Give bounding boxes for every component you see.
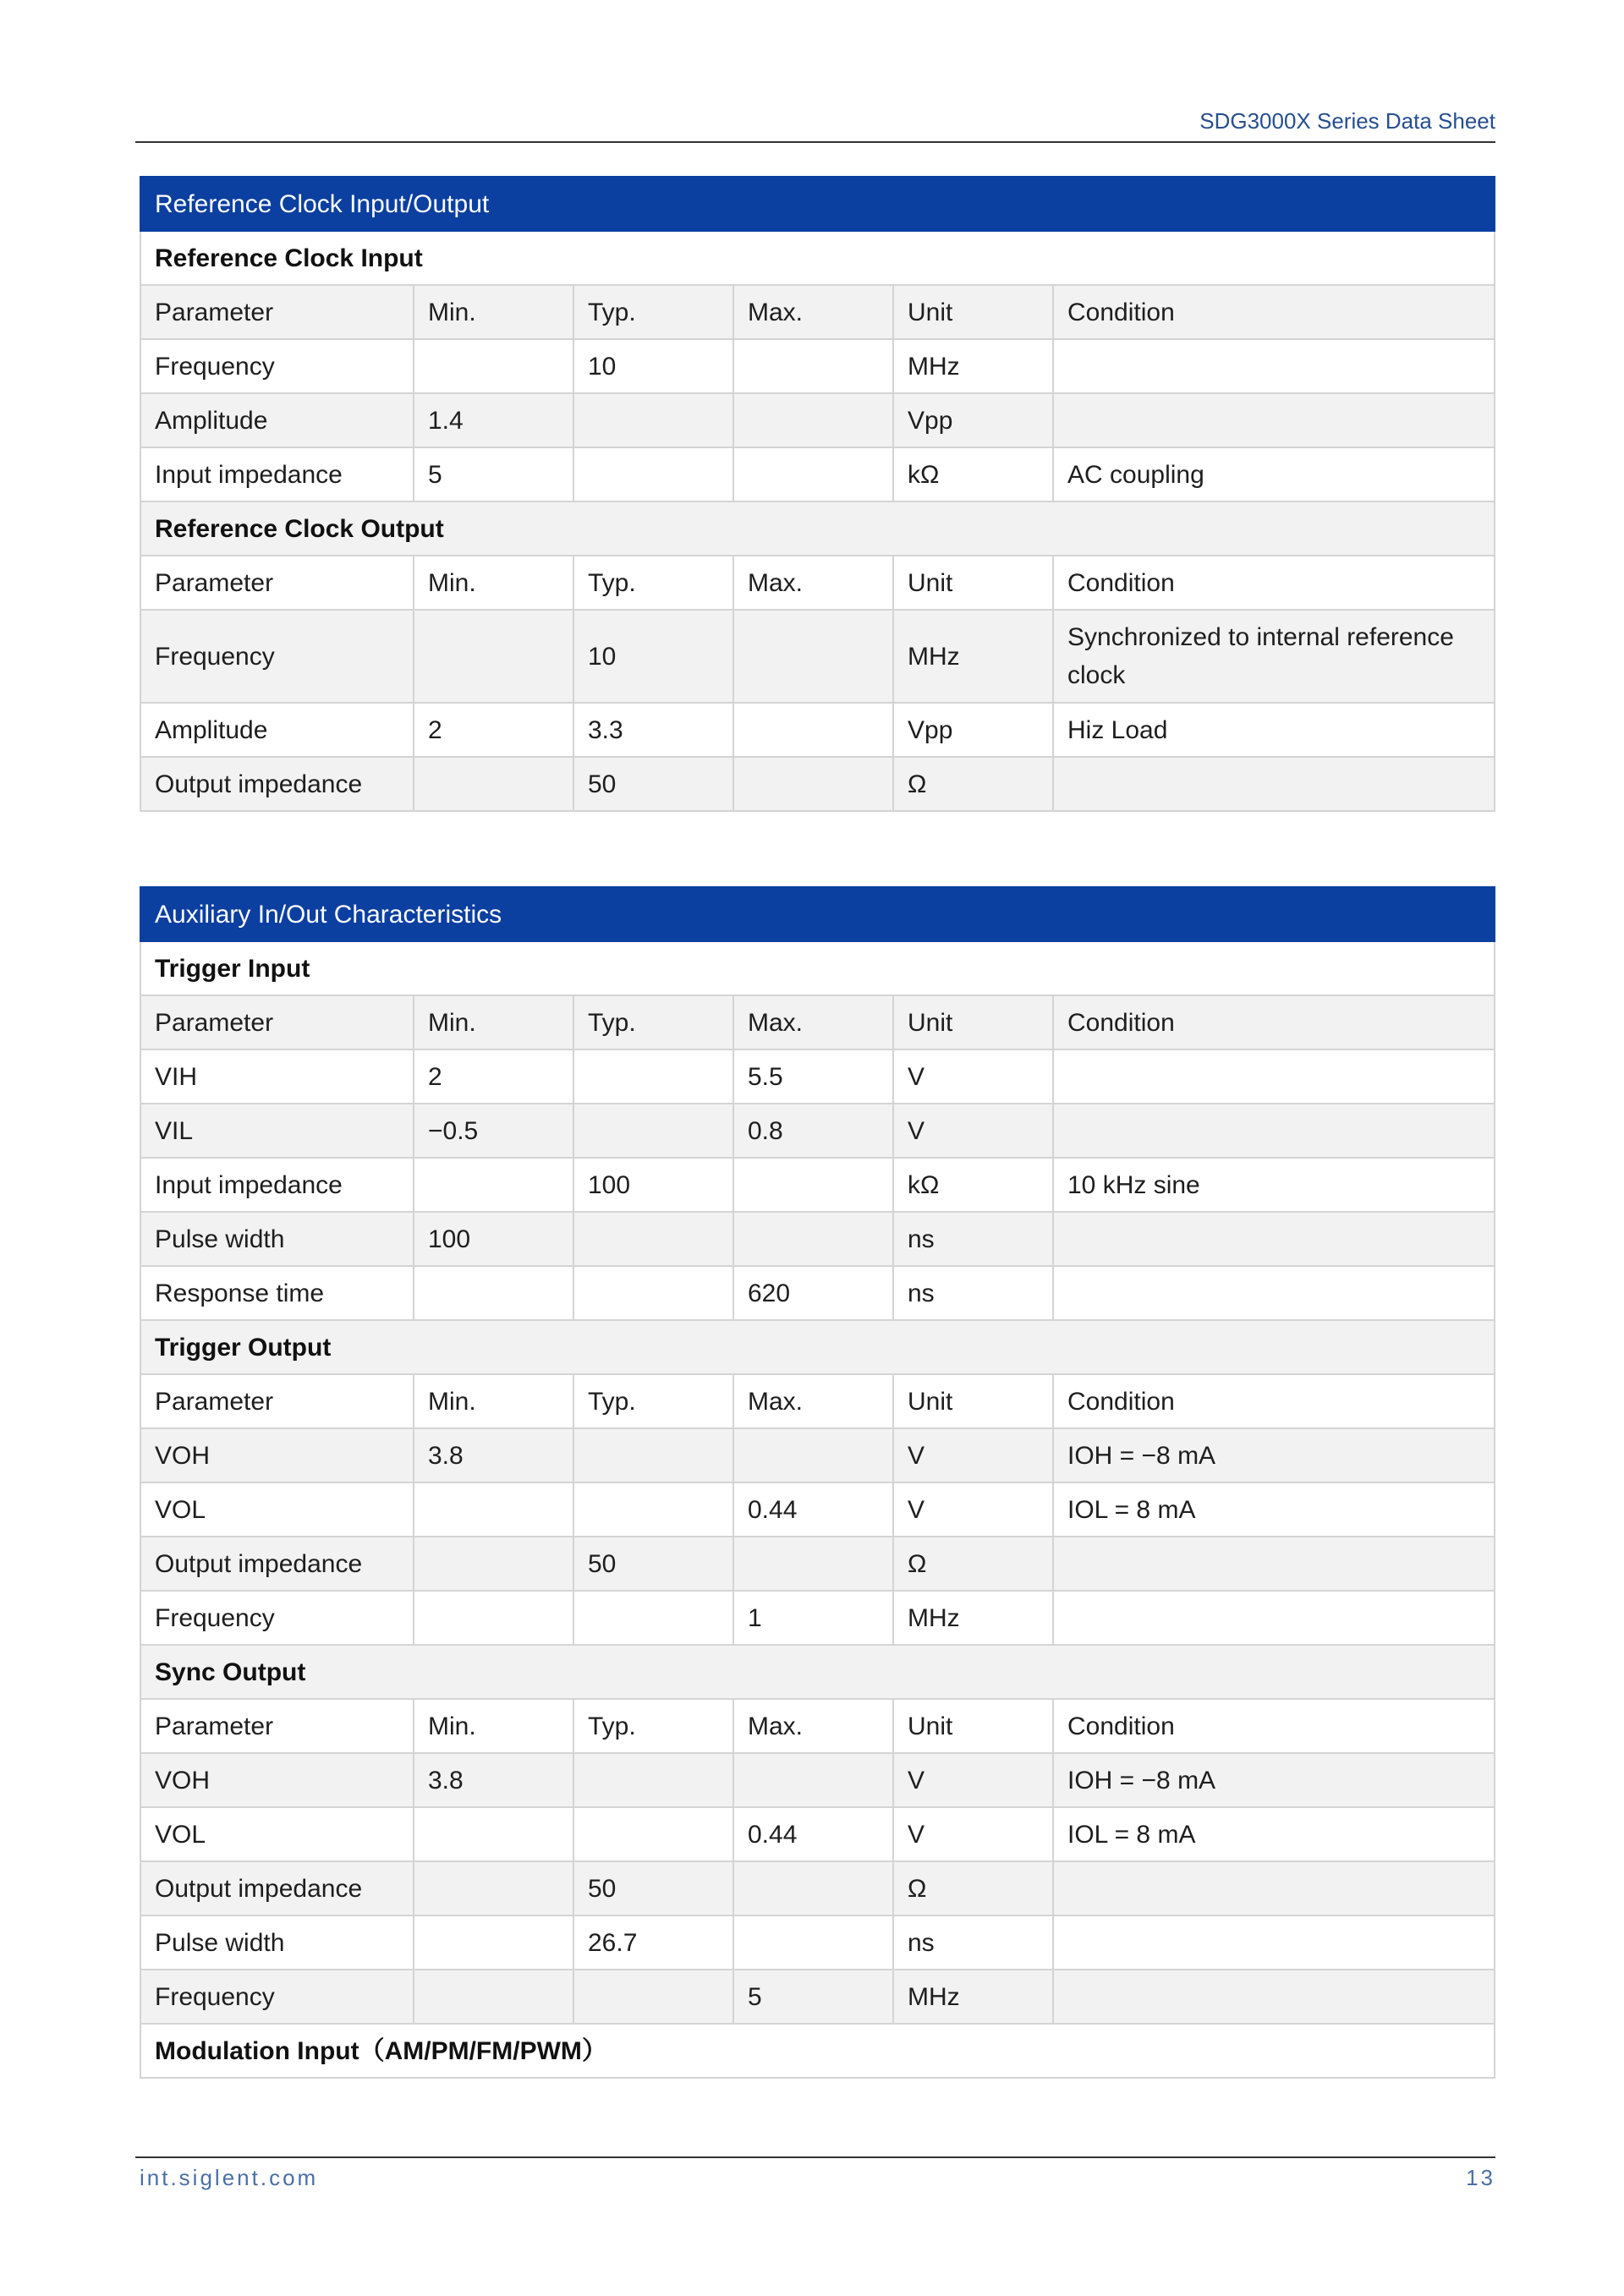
cell-max bbox=[733, 1915, 893, 1970]
cell-parameter: Amplitude bbox=[140, 393, 414, 447]
cell-condition: AC coupling bbox=[1053, 447, 1495, 501]
col-unit: Unit bbox=[893, 1374, 1053, 1428]
cell-condition: IOH = −8 mA bbox=[1053, 1753, 1495, 1807]
table-row bbox=[140, 1266, 1495, 1320]
cell-min bbox=[414, 1482, 573, 1537]
reference-clock-table bbox=[140, 176, 1495, 812]
col-max: Max. bbox=[733, 1699, 893, 1753]
cell-condition: Hiz Load bbox=[1053, 703, 1495, 757]
col-unit: Unit bbox=[893, 556, 1053, 610]
cell-typ: 50 bbox=[573, 757, 733, 811]
cell-min bbox=[414, 1915, 573, 1970]
cell-typ bbox=[573, 1428, 733, 1482]
col-min: Min. bbox=[414, 285, 573, 339]
col-typ: Typ. bbox=[573, 285, 733, 339]
col-condition: Condition bbox=[1053, 556, 1495, 610]
cell-unit: V bbox=[893, 1807, 1053, 1861]
table-row bbox=[140, 393, 1495, 447]
col-max: Max. bbox=[733, 995, 893, 1049]
header-rule bbox=[135, 141, 1495, 143]
cell-unit: ns bbox=[893, 1212, 1053, 1266]
auxiliary-io-table bbox=[140, 886, 1495, 2079]
cell-typ bbox=[573, 1212, 733, 1266]
cell-typ bbox=[573, 1807, 733, 1861]
col-unit: Unit bbox=[893, 1699, 1053, 1753]
column-header-row bbox=[140, 556, 1495, 610]
col-parameter: Parameter bbox=[140, 1374, 414, 1428]
cell-parameter: Pulse width bbox=[140, 1212, 414, 1266]
cell-min: 5 bbox=[414, 447, 573, 501]
cell-typ bbox=[573, 1049, 733, 1104]
cell-parameter: Frequency bbox=[140, 610, 414, 703]
col-parameter: Parameter bbox=[140, 285, 414, 339]
table-row bbox=[140, 1104, 1495, 1158]
table-row bbox=[140, 703, 1495, 757]
cell-typ bbox=[573, 447, 733, 501]
cell-parameter: Input impedance bbox=[140, 447, 414, 501]
cell-typ: 100 bbox=[573, 1158, 733, 1212]
footer-rule bbox=[135, 2156, 1495, 2158]
col-max: Max. bbox=[733, 556, 893, 610]
cell-condition: IOH = −8 mA bbox=[1053, 1428, 1495, 1482]
cell-typ bbox=[573, 1104, 733, 1158]
cell-max bbox=[733, 393, 893, 447]
table-row bbox=[140, 610, 1495, 703]
cell-condition bbox=[1053, 1212, 1495, 1266]
cell-typ bbox=[573, 1591, 733, 1645]
column-header-row bbox=[140, 285, 1495, 339]
cell-parameter: Amplitude bbox=[140, 703, 414, 757]
cell-condition: Synchronized to internal reference clock bbox=[1053, 610, 1495, 703]
cell-parameter: VIH bbox=[140, 1049, 414, 1104]
cell-parameter: Frequency bbox=[140, 339, 414, 393]
column-header-row bbox=[140, 1699, 1495, 1753]
reference-clock-input-section: Reference Clock Input bbox=[140, 231, 1495, 285]
cell-parameter: Pulse width bbox=[140, 1915, 414, 1970]
cell-condition bbox=[1053, 1049, 1495, 1104]
col-max: Max. bbox=[733, 1374, 893, 1428]
cell-parameter: VIL bbox=[140, 1104, 414, 1158]
cell-max: 620 bbox=[733, 1266, 893, 1320]
table-row bbox=[140, 1970, 1495, 2024]
cell-min bbox=[414, 339, 573, 393]
cell-parameter: Frequency bbox=[140, 1970, 414, 2024]
cell-min: 2 bbox=[414, 1049, 573, 1104]
cell-min: 100 bbox=[414, 1212, 573, 1266]
cell-max bbox=[733, 447, 893, 501]
cell-parameter: Frequency bbox=[140, 1591, 414, 1645]
cell-unit: V bbox=[893, 1428, 1053, 1482]
cell-parameter: VOL bbox=[140, 1807, 414, 1861]
col-parameter: Parameter bbox=[140, 995, 414, 1049]
col-parameter: Parameter bbox=[140, 556, 414, 610]
col-parameter: Parameter bbox=[140, 1699, 414, 1753]
cell-max: 1 bbox=[733, 1591, 893, 1645]
cell-unit: MHz bbox=[893, 1970, 1053, 2024]
cell-min: 2 bbox=[414, 703, 573, 757]
col-unit: Unit bbox=[893, 995, 1053, 1049]
cell-min bbox=[414, 610, 573, 703]
table-row bbox=[140, 757, 1495, 811]
cell-min: 3.8 bbox=[414, 1428, 573, 1482]
cell-parameter: Input impedance bbox=[140, 1158, 414, 1212]
table-row bbox=[140, 1537, 1495, 1591]
col-condition: Condition bbox=[1053, 285, 1495, 339]
cell-max bbox=[733, 1537, 893, 1591]
cell-max bbox=[733, 703, 893, 757]
trigger-output-section: Trigger Output bbox=[140, 1320, 1495, 1374]
cell-unit: kΩ bbox=[893, 447, 1053, 501]
col-min: Min. bbox=[414, 1374, 573, 1428]
auxiliary-io-heading: Auxiliary In/Out Characteristics bbox=[140, 887, 1495, 941]
cell-unit: kΩ bbox=[893, 1158, 1053, 1212]
cell-typ bbox=[573, 393, 733, 447]
cell-min bbox=[414, 1266, 573, 1320]
cell-condition bbox=[1053, 1861, 1495, 1915]
col-typ: Typ. bbox=[573, 1699, 733, 1753]
column-header-row bbox=[140, 1374, 1495, 1428]
cell-parameter: VOL bbox=[140, 1482, 414, 1537]
col-condition: Condition bbox=[1053, 995, 1495, 1049]
cell-parameter: Output impedance bbox=[140, 1537, 414, 1591]
page-number: 13 bbox=[1466, 2165, 1495, 2190]
table-row bbox=[140, 1482, 1495, 1537]
cell-unit: Vpp bbox=[893, 703, 1053, 757]
cell-unit: V bbox=[893, 1753, 1053, 1807]
sync-output-section: Sync Output bbox=[140, 1645, 1495, 1699]
modulation-input-section: Modulation Input（AM/PM/FM/PWM） bbox=[140, 2024, 1495, 2078]
cell-typ: 50 bbox=[573, 1537, 733, 1591]
cell-min: 1.4 bbox=[414, 393, 573, 447]
cell-condition bbox=[1053, 1970, 1495, 2024]
cell-typ: 26.7 bbox=[573, 1915, 733, 1970]
table-row bbox=[140, 1753, 1495, 1807]
col-unit: Unit bbox=[893, 285, 1053, 339]
cell-min bbox=[414, 1537, 573, 1591]
cell-typ bbox=[573, 1970, 733, 2024]
table-row bbox=[140, 1049, 1495, 1104]
cell-max bbox=[733, 1753, 893, 1807]
col-min: Min. bbox=[414, 556, 573, 610]
cell-unit: ns bbox=[893, 1266, 1053, 1320]
table-row bbox=[140, 447, 1495, 501]
table-row bbox=[140, 339, 1495, 393]
table-row bbox=[140, 1158, 1495, 1212]
cell-unit: Ω bbox=[893, 1537, 1053, 1591]
cell-condition bbox=[1053, 757, 1495, 811]
table-row bbox=[140, 1915, 1495, 1970]
cell-max bbox=[733, 1861, 893, 1915]
cell-max bbox=[733, 1212, 893, 1266]
table-row bbox=[140, 1861, 1495, 1915]
cell-unit: MHz bbox=[893, 1591, 1053, 1645]
document-title: SDG3000X Series Data Sheet bbox=[1199, 108, 1495, 134]
cell-unit: Ω bbox=[893, 1861, 1053, 1915]
trigger-input-section: Trigger Input bbox=[140, 941, 1495, 995]
cell-condition bbox=[1053, 1537, 1495, 1591]
cell-unit: MHz bbox=[893, 610, 1053, 703]
cell-condition bbox=[1053, 393, 1495, 447]
cell-condition: 10 kHz sine bbox=[1053, 1158, 1495, 1212]
cell-typ bbox=[573, 1482, 733, 1537]
cell-min bbox=[414, 757, 573, 811]
cell-min: −0.5 bbox=[414, 1104, 573, 1158]
cell-unit: V bbox=[893, 1482, 1053, 1537]
cell-typ bbox=[573, 1753, 733, 1807]
cell-unit: Ω bbox=[893, 757, 1053, 811]
cell-unit: Vpp bbox=[893, 393, 1053, 447]
cell-min bbox=[414, 1807, 573, 1861]
cell-condition bbox=[1053, 339, 1495, 393]
cell-parameter: VOH bbox=[140, 1753, 414, 1807]
col-condition: Condition bbox=[1053, 1699, 1495, 1753]
cell-max: 0.8 bbox=[733, 1104, 893, 1158]
cell-max bbox=[733, 610, 893, 703]
cell-parameter: VOH bbox=[140, 1428, 414, 1482]
cell-min bbox=[414, 1591, 573, 1645]
table-row bbox=[140, 1428, 1495, 1482]
col-condition: Condition bbox=[1053, 1374, 1495, 1428]
cell-max bbox=[733, 1428, 893, 1482]
cell-max bbox=[733, 757, 893, 811]
cell-max bbox=[733, 339, 893, 393]
col-typ: Typ. bbox=[573, 1374, 733, 1428]
cell-condition bbox=[1053, 1266, 1495, 1320]
cell-max: 0.44 bbox=[733, 1482, 893, 1537]
cell-condition bbox=[1053, 1104, 1495, 1158]
cell-parameter: Output impedance bbox=[140, 757, 414, 811]
cell-condition bbox=[1053, 1591, 1495, 1645]
cell-condition: IOL = 8 mA bbox=[1053, 1807, 1495, 1861]
cell-min bbox=[414, 1970, 573, 2024]
cell-min bbox=[414, 1861, 573, 1915]
col-typ: Typ. bbox=[573, 995, 733, 1049]
reference-clock-output-section: Reference Clock Output bbox=[140, 501, 1495, 556]
cell-typ bbox=[573, 1266, 733, 1320]
cell-unit: ns bbox=[893, 1915, 1053, 1970]
cell-max: 0.44 bbox=[733, 1807, 893, 1861]
col-min: Min. bbox=[414, 995, 573, 1049]
cell-max: 5.5 bbox=[733, 1049, 893, 1104]
cell-min bbox=[414, 1158, 573, 1212]
cell-unit: MHz bbox=[893, 339, 1053, 393]
cell-min: 3.8 bbox=[414, 1753, 573, 1807]
cell-unit: V bbox=[893, 1049, 1053, 1104]
table-row bbox=[140, 1212, 1495, 1266]
col-max: Max. bbox=[733, 285, 893, 339]
footer-website: int.siglent.com bbox=[140, 2165, 319, 2190]
cell-parameter: Response time bbox=[140, 1266, 414, 1320]
table-row bbox=[140, 1807, 1495, 1861]
column-header-row bbox=[140, 995, 1495, 1049]
cell-typ: 10 bbox=[573, 339, 733, 393]
cell-condition: IOL = 8 mA bbox=[1053, 1482, 1495, 1537]
cell-typ: 10 bbox=[573, 610, 733, 703]
cell-unit: V bbox=[893, 1104, 1053, 1158]
cell-max bbox=[733, 1158, 893, 1212]
table-row bbox=[140, 1591, 1495, 1645]
col-min: Min. bbox=[414, 1699, 573, 1753]
reference-clock-heading: Reference Clock Input/Output bbox=[140, 177, 1495, 231]
cell-typ: 3.3 bbox=[573, 703, 733, 757]
cell-parameter: Output impedance bbox=[140, 1861, 414, 1915]
col-typ: Typ. bbox=[573, 556, 733, 610]
cell-condition bbox=[1053, 1915, 1495, 1970]
cell-max: 5 bbox=[733, 1970, 893, 2024]
cell-typ: 50 bbox=[573, 1861, 733, 1915]
